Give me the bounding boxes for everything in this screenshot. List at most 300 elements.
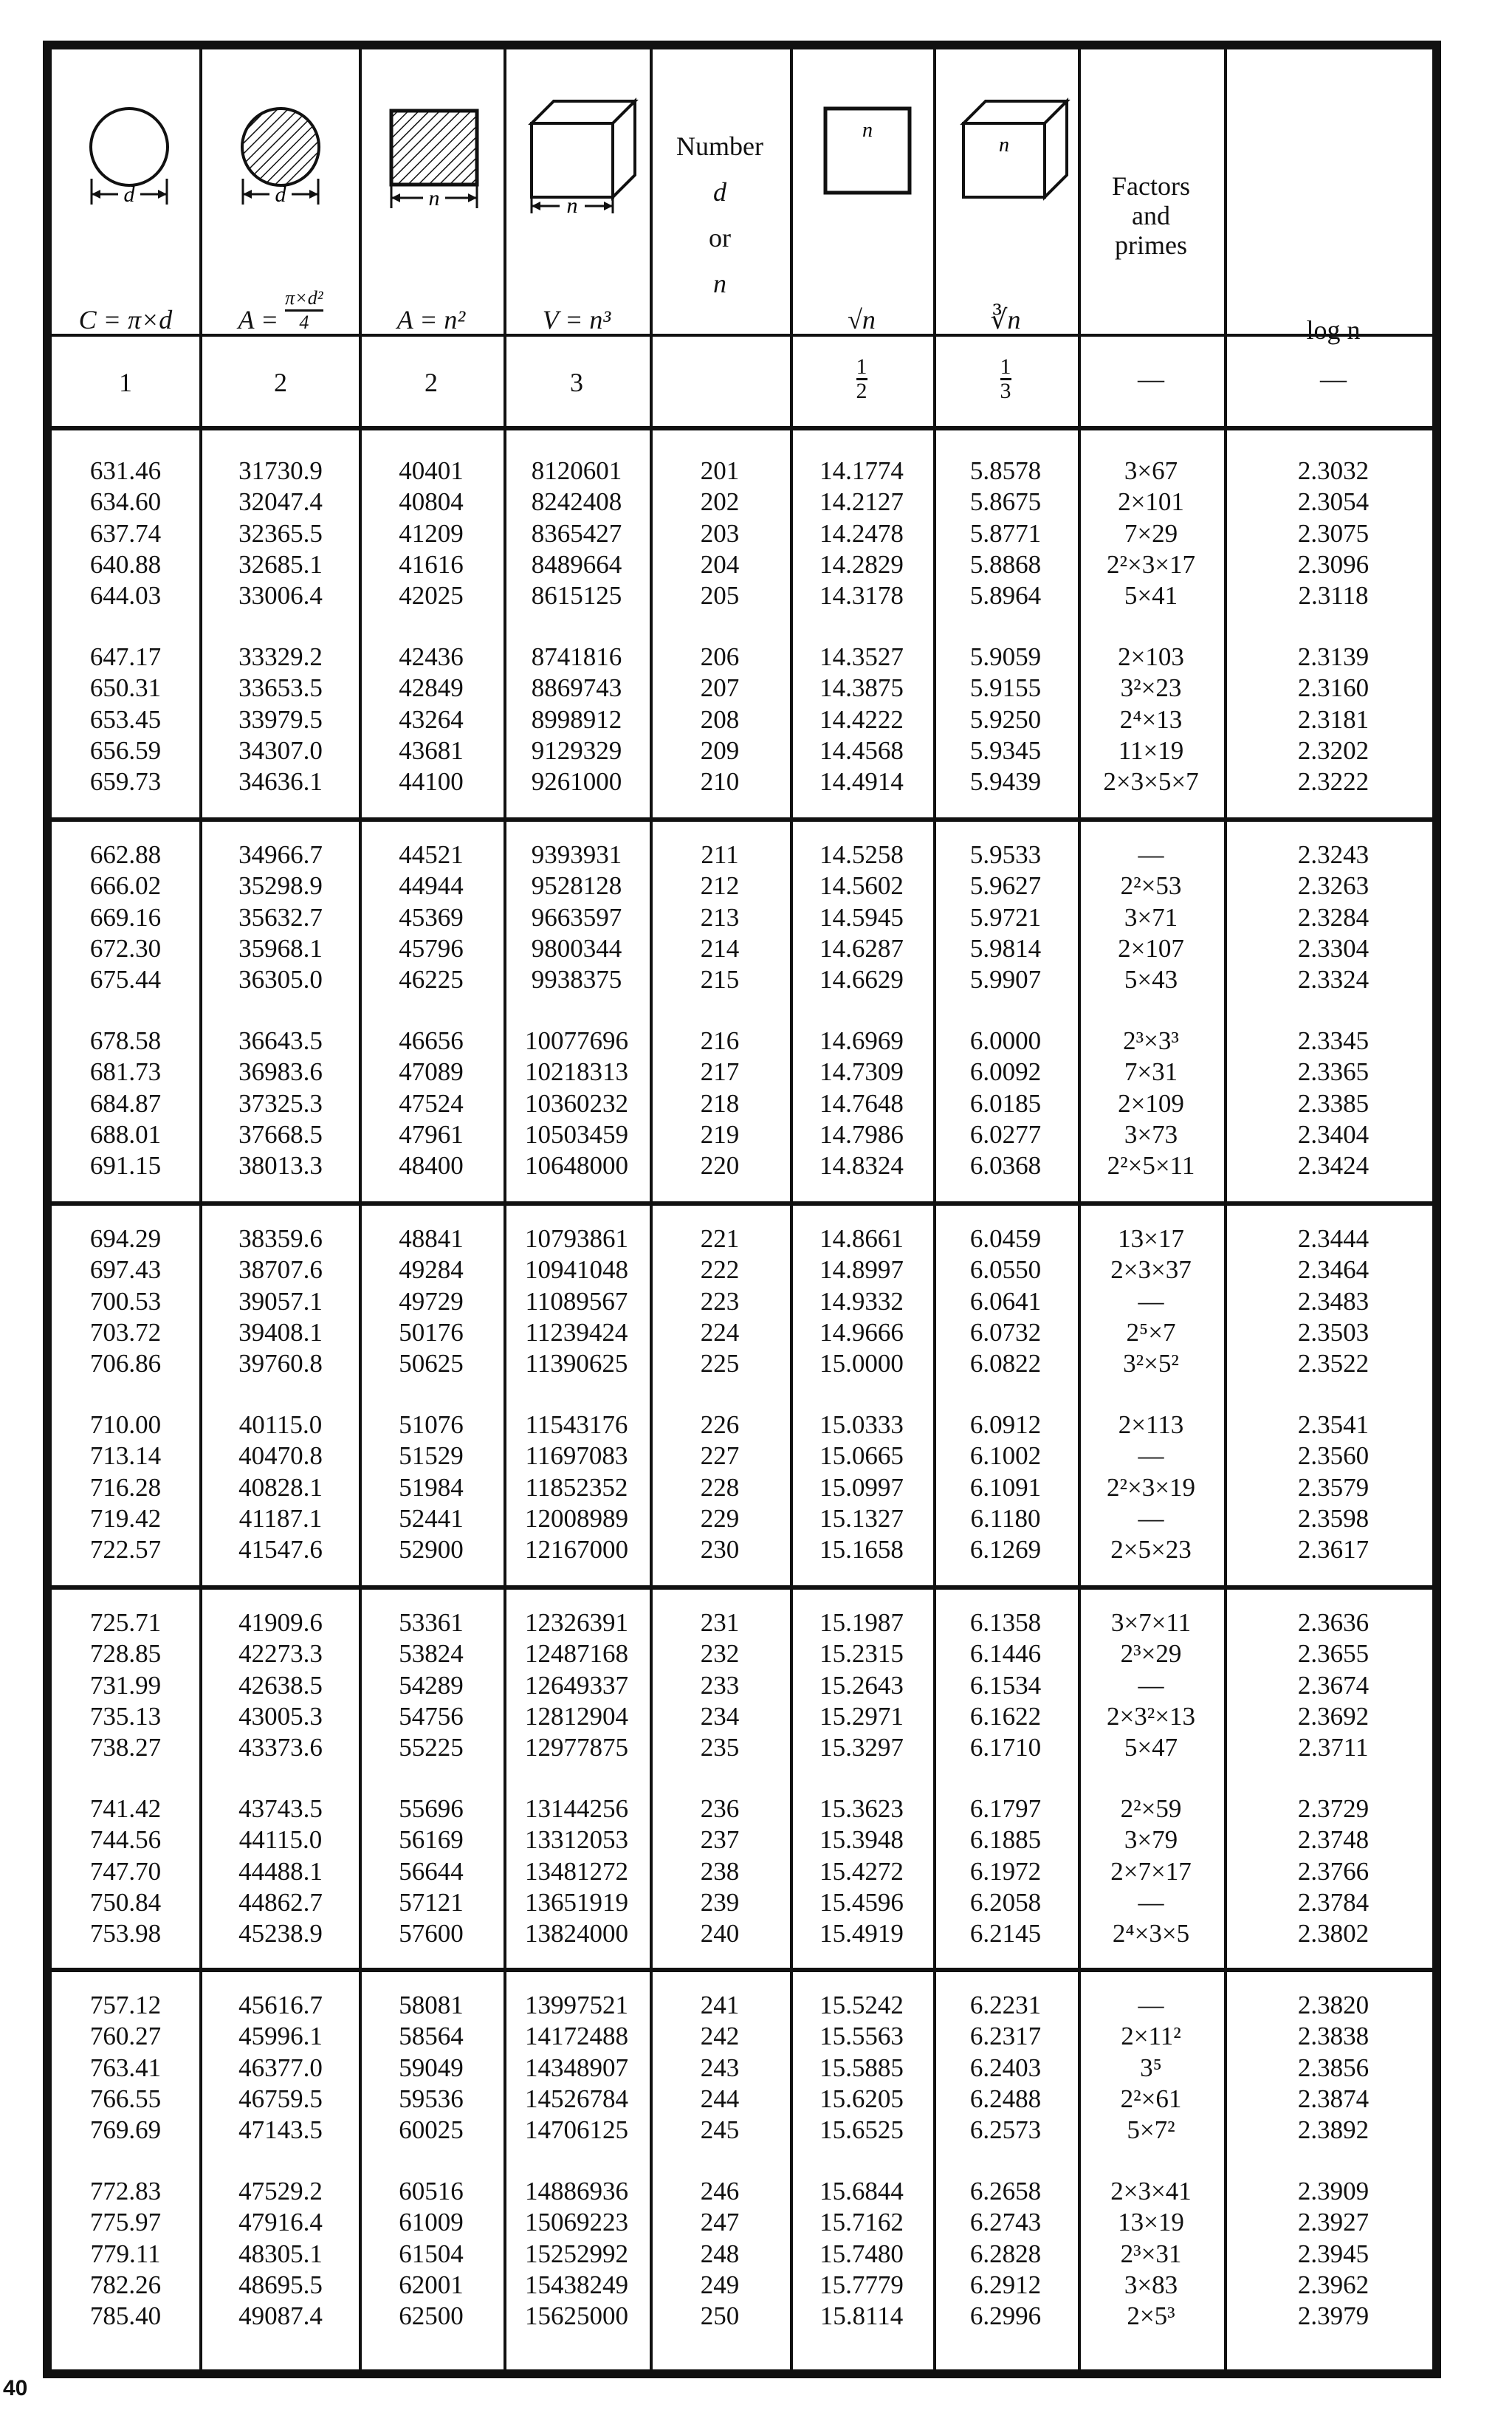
table-cell: 2×103	[1118, 642, 1184, 671]
table-cell: 57600	[399, 1919, 464, 1949]
table-cell: 6.2912	[969, 2270, 1042, 2299]
table-cell: 49087.4	[238, 2301, 323, 2331]
exponent-4: 3	[570, 368, 583, 397]
table-cell: 9261000	[531, 767, 622, 797]
table-cell: 40401	[399, 456, 464, 485]
table-cell: 2.3748	[1297, 1825, 1370, 1855]
table-cell: 2²×53	[1120, 871, 1182, 901]
table-cell: 14.5945	[819, 902, 904, 932]
header-cube-root: ∛n	[990, 305, 1021, 334]
table-cell: 15.2971	[819, 1701, 904, 1731]
table-cell: 14.3527	[819, 642, 904, 671]
table-cell: 229	[700, 1503, 740, 1533]
table-cell: 60025	[399, 2115, 464, 2145]
table-cell: 49284	[399, 1255, 464, 1285]
table-cell: 656.59	[89, 735, 162, 765]
table-cell: 42025	[399, 581, 464, 611]
page-number: 40	[3, 2376, 28, 2400]
cube-icon	[524, 94, 642, 216]
table-cell: 2.3838	[1297, 2022, 1370, 2051]
table-cell: 14.8324	[819, 1151, 904, 1181]
table-cell: 750.84	[89, 1887, 162, 1917]
table-cell: 2⁴×3×5	[1112, 1919, 1190, 1949]
table-cell: 2.3579	[1297, 1472, 1370, 1502]
table-cell: 6.0550	[969, 1255, 1042, 1285]
table-cell: 6.2573	[969, 2115, 1042, 2145]
table-cell: 2×11²	[1121, 2022, 1181, 2051]
table-cell: 235	[700, 1733, 740, 1762]
table-cell: 2⁴×13	[1119, 704, 1183, 734]
table-cell: 39057.1	[238, 1286, 323, 1316]
table-cell: 44862.7	[238, 1887, 323, 1917]
table-cell: 227	[700, 1441, 740, 1471]
table-cell: 52900	[399, 1535, 464, 1565]
table-cell: 246	[700, 2177, 740, 2205]
header-square-root: √n	[848, 305, 876, 334]
table-cell: 14.3178	[819, 581, 904, 611]
table-cell: 250	[700, 2301, 740, 2331]
table-cell: 223	[700, 1286, 740, 1316]
table-cell: 2×7×17	[1110, 1856, 1192, 1886]
table-cell: 14348907	[525, 2053, 628, 2082]
header-rule	[52, 426, 1432, 430]
table-cell: 236	[700, 1794, 740, 1823]
table-cell: 13824000	[525, 1919, 628, 1949]
header-log: log n	[1306, 315, 1361, 345]
table-cell: 60516	[399, 2177, 464, 2205]
table-cell: 222	[700, 1255, 740, 1285]
table-cell: 15.7162	[819, 2208, 904, 2237]
table-cell: 31730.9	[238, 456, 323, 485]
table-cell: 2³×3³	[1123, 1026, 1179, 1055]
table-cell: 41909.6	[238, 1608, 323, 1637]
table-cell: 650.31	[89, 673, 162, 703]
table-cell: 2.3729	[1297, 1794, 1370, 1823]
block-rule	[52, 1585, 1432, 1590]
table-cell: 14886936	[525, 2177, 628, 2205]
header-volume-cube: V = n³	[542, 305, 611, 334]
table-cell: 35968.1	[238, 933, 323, 963]
table-cell: 763.41	[89, 2053, 162, 2082]
table-cell: 242	[700, 2022, 740, 2051]
table-cell: 13×17	[1118, 1224, 1184, 1253]
table-cell: 2.3766	[1297, 1856, 1370, 1886]
table-cell: 6.0459	[969, 1224, 1042, 1253]
table-cell: 631.46	[89, 456, 162, 485]
table-cell: 56644	[399, 1856, 464, 1886]
table-cell: 9800344	[531, 933, 622, 963]
table-cell: 5.8771	[969, 518, 1042, 548]
table-cell: 8998912	[531, 704, 622, 734]
table-cell: 241	[700, 1991, 740, 2019]
table-cell: 6.2058	[969, 1887, 1042, 1917]
table-cell: 15.4596	[819, 1887, 904, 1917]
table-cell: 39760.8	[238, 1349, 323, 1379]
table-cell: 210	[700, 767, 740, 797]
table-cell: 725.71	[89, 1608, 162, 1637]
table-cell: 203	[700, 518, 740, 548]
table-cell: 2.3522	[1297, 1349, 1370, 1379]
table-cell: 3²×23	[1120, 673, 1182, 703]
table-cell: 14172488	[525, 2022, 628, 2051]
hatched-circle-icon	[233, 101, 329, 212]
table-cell: 49729	[399, 1286, 464, 1316]
table-cell: 57121	[399, 1887, 464, 1917]
table-cell: 8120601	[531, 456, 622, 485]
table-cell: 14.6969	[819, 1026, 904, 1055]
cube-icon	[956, 94, 1074, 205]
table-cell: 248	[700, 2239, 740, 2268]
table-cell: 15.6844	[819, 2177, 904, 2205]
table-cell: 47529.2	[238, 2177, 323, 2205]
table-cell: 48400	[399, 1151, 464, 1181]
table-cell: 13×19	[1118, 2208, 1184, 2237]
table-cell: 14.5258	[819, 840, 904, 869]
table-cell: 46656	[399, 1026, 464, 1055]
table-cell: 744.56	[89, 1825, 162, 1855]
table-cell: 15.1658	[819, 1535, 904, 1565]
table-cell: 2.3892	[1297, 2115, 1370, 2145]
table-cell: 662.88	[89, 840, 162, 869]
block-rule	[52, 1968, 1432, 1972]
table-cell: 10941048	[525, 1255, 628, 1285]
table-cell: 14.4222	[819, 704, 904, 734]
table-cell: 5.9907	[969, 965, 1042, 995]
table-cell: 5.9250	[969, 704, 1042, 734]
table-cell: 8615125	[531, 581, 622, 611]
table-cell: 15.5242	[819, 1991, 904, 2019]
table-cell: 12487168	[525, 1639, 628, 1669]
table-cell: 640.88	[89, 549, 162, 579]
table-cell: 6.0368	[969, 1151, 1042, 1181]
table-cell: 2×3×5×7	[1103, 767, 1199, 797]
table-cell: 15.3948	[819, 1825, 904, 1855]
table-cell: 775.97	[89, 2208, 162, 2237]
table-cell: 15.7779	[819, 2270, 904, 2299]
table-cell: 40828.1	[238, 1472, 323, 1502]
table-cell: 6.0000	[969, 1026, 1042, 1055]
table-cell: 219	[700, 1119, 740, 1149]
table-cell: 9528128	[531, 871, 622, 901]
table-cell: 11697083	[525, 1441, 628, 1471]
table-cell: 11543176	[525, 1410, 628, 1439]
table-cell: 45369	[399, 902, 464, 932]
table-cell: 14.9332	[819, 1286, 904, 1316]
table-cell: 32365.5	[238, 518, 323, 548]
table-cell: 697.43	[89, 1255, 162, 1285]
table-cell: 2.3118	[1298, 581, 1369, 611]
table-cell: 2.3324	[1297, 965, 1370, 995]
table-cell: 2.3139	[1297, 642, 1370, 671]
table-cell: 215	[700, 965, 740, 995]
table-cell: 2.3927	[1297, 2208, 1370, 2237]
circle-icon	[81, 101, 177, 212]
table-cell: 14.4914	[819, 767, 904, 797]
table-cell: 669.16	[89, 902, 162, 932]
table-cell: 6.1269	[969, 1535, 1042, 1565]
table-cell: 13481272	[525, 1856, 628, 1886]
table-cell: 6.0641	[969, 1286, 1042, 1316]
table-cell: 10360232	[525, 1088, 628, 1118]
table-cell: 11×19	[1118, 735, 1184, 765]
table-cell: 41547.6	[238, 1535, 323, 1565]
table-cell: 15.2315	[819, 1639, 904, 1669]
table-cell: 218	[700, 1088, 740, 1118]
table-cell: 637.74	[89, 518, 162, 548]
table-cell: 6.2996	[969, 2301, 1042, 2331]
table-cell: 647.17	[89, 642, 162, 671]
table-cell: 41209	[399, 518, 464, 548]
table-cell: 202	[700, 487, 740, 517]
table-cell: —	[1138, 1441, 1164, 1471]
table-cell: 2×3×41	[1110, 2177, 1192, 2205]
table-cell: 46759.5	[238, 2084, 323, 2113]
table-cell: 672.30	[89, 933, 162, 963]
table-cell: 51076	[399, 1410, 464, 1439]
table-cell: 55225	[399, 1733, 464, 1762]
table-cell: 43373.6	[238, 1733, 323, 1762]
table-cell: 6.2317	[969, 2022, 1042, 2051]
table-cell: 15.2643	[819, 1670, 904, 1700]
table-cell: 247	[700, 2208, 740, 2237]
table-cell: 7×29	[1124, 518, 1178, 548]
table-cell: 224	[700, 1317, 740, 1347]
table-cell: 201	[700, 456, 740, 485]
table-cell: 6.1534	[969, 1670, 1042, 1700]
table-cell: 39408.1	[238, 1317, 323, 1347]
exponent-3: 2	[425, 368, 438, 397]
table-cell: 15.0333	[819, 1410, 904, 1439]
table-cell: 38013.3	[238, 1151, 323, 1181]
table-cell: 14.4568	[819, 735, 904, 765]
table-cell: 2.3617	[1297, 1535, 1370, 1565]
table-cell: 228	[700, 1472, 740, 1502]
table-cell: 703.72	[89, 1317, 162, 1347]
table-cell: 6.2828	[969, 2239, 1042, 2268]
table-cell: 9663597	[531, 902, 622, 932]
table-cell: 2.3674	[1297, 1670, 1370, 1700]
header-number: Number d or n	[676, 131, 763, 298]
exponent-2: 2	[274, 368, 287, 397]
table-cell: —	[1138, 1503, 1164, 1533]
table-cell: 772.83	[89, 2177, 162, 2205]
table-cell: 8489664	[531, 549, 622, 579]
table-cell: 47089	[399, 1057, 464, 1087]
table-cell: 14.2829	[819, 549, 904, 579]
table-cell: 716.28	[89, 1472, 162, 1502]
table-cell: 719.42	[89, 1503, 162, 1533]
table-cell: 43264	[399, 704, 464, 734]
table-cell: 213	[700, 902, 740, 932]
table-cell: 15.1327	[819, 1503, 904, 1533]
table-cell: 14.3875	[819, 673, 904, 703]
table-cell: 738.27	[89, 1733, 162, 1762]
table-cell: 15.7480	[819, 2239, 904, 2268]
table-cell: 634.60	[89, 487, 162, 517]
table-cell: 52441	[399, 1503, 464, 1533]
table-cell: 3×67	[1124, 456, 1178, 485]
table-cell: 61009	[399, 2208, 464, 2237]
table-cell: 14.2127	[819, 487, 904, 517]
table-cell: 238	[700, 1856, 740, 1886]
table-cell: 209	[700, 735, 740, 765]
table-cell: —	[1138, 1887, 1164, 1917]
table-cell: 6.2403	[969, 2053, 1042, 2082]
table-cell: 675.44	[89, 965, 162, 995]
table-cell: 2.3444	[1297, 1224, 1370, 1253]
table-cell: 769.69	[89, 2115, 162, 2145]
table-cell: 15.6525	[819, 2115, 904, 2145]
table-cell: 43005.3	[238, 1701, 323, 1731]
table-cell: 731.99	[89, 1670, 162, 1700]
table-cell: 2.3054	[1297, 487, 1370, 517]
exponent-6: $\frac{1}{2}$	[856, 354, 867, 403]
exponent-8: —	[1138, 364, 1164, 394]
table-cell: 43743.5	[238, 1794, 323, 1823]
table-cell: 2.3692	[1297, 1701, 1370, 1731]
table-cell: 38359.6	[238, 1224, 323, 1253]
table-cell: 15252992	[525, 2239, 628, 2268]
table-cell: 5.8868	[969, 549, 1042, 579]
table-cell: 32685.1	[238, 549, 323, 579]
table-cell: 14.8997	[819, 1255, 904, 1285]
table-cell: 2.3160	[1297, 673, 1370, 703]
svg-text:n: n	[862, 119, 873, 142]
table-cell: 231	[700, 1608, 740, 1637]
table-cell: 2×101	[1118, 487, 1184, 517]
table-cell: 2.3541	[1297, 1410, 1370, 1439]
table-cell: 8365427	[531, 518, 622, 548]
table-cell: 644.03	[89, 581, 162, 611]
table-cell: 54756	[399, 1701, 464, 1731]
table-cell: 6.0822	[969, 1349, 1042, 1379]
table-cell: 2.3075	[1297, 518, 1370, 548]
table-cell: 10793861	[525, 1224, 628, 1253]
table-cell: 2.3284	[1297, 902, 1370, 932]
table-cell: 15.1987	[819, 1608, 904, 1637]
table-cell: 14526784	[525, 2084, 628, 2113]
table-cell: 33006.4	[238, 581, 323, 611]
table-cell: 14706125	[525, 2115, 628, 2145]
svg-text:n: n	[566, 193, 578, 216]
table-cell: 10218313	[525, 1057, 628, 1087]
table-cell: 5.8964	[969, 581, 1042, 611]
table-cell: 684.87	[89, 1088, 162, 1118]
table-cell: 688.01	[89, 1119, 162, 1149]
table-cell: 2.3874	[1297, 2084, 1370, 2113]
table-cell: 14.1774	[819, 456, 904, 485]
table-cell: 5×47	[1124, 1733, 1178, 1762]
table-cell: 243	[700, 2053, 740, 2082]
table-cell: 6.0732	[969, 1317, 1042, 1347]
table-cell: 14.9666	[819, 1317, 904, 1347]
table-cell: 2.3404	[1297, 1119, 1370, 1149]
table-cell: 13651919	[525, 1887, 628, 1917]
table-cell: 5.9155	[969, 673, 1042, 703]
table-cell: 3×73	[1124, 1119, 1178, 1149]
table-cell: 6.0185	[969, 1088, 1042, 1118]
table-cell: 221	[700, 1224, 740, 1253]
table-cell: 40115.0	[238, 1410, 323, 1439]
table-cell: 14.6287	[819, 933, 904, 963]
table-cell: 6.2658	[969, 2177, 1042, 2205]
table-cell: 47524	[399, 1088, 464, 1118]
table-cell: 13312053	[525, 1825, 628, 1855]
table-cell: 206	[700, 642, 740, 671]
table-cell: 728.85	[89, 1639, 162, 1669]
table-cell: 2.3365	[1297, 1057, 1370, 1087]
table-cell: 15.8114	[819, 2301, 904, 2331]
table-cell: 747.70	[89, 1856, 162, 1886]
table-cell: 713.14	[89, 1441, 162, 1471]
table-cell: 2.3711	[1298, 1733, 1369, 1762]
table-cell: 5.9533	[969, 840, 1042, 869]
table-cell: 782.26	[89, 2270, 162, 2299]
table-cell: 6.0912	[969, 1410, 1042, 1439]
table-cell: 5.9814	[969, 933, 1042, 963]
table-cell: 2.3784	[1297, 1887, 1370, 1917]
table-cell: 34636.1	[238, 767, 323, 797]
table-cell: 2.3598	[1297, 1503, 1370, 1533]
table-cell: 14.2478	[819, 518, 904, 548]
table-cell: 214	[700, 933, 740, 963]
table-cell: 41616	[399, 549, 464, 579]
table-cell: 36305.0	[238, 965, 323, 995]
table-cell: 6.2743	[969, 2208, 1042, 2237]
table-cell: 2²×5×11	[1107, 1151, 1195, 1181]
table-cell: 8741816	[531, 642, 622, 671]
table-cell: 691.15	[89, 1151, 162, 1181]
table-cell: 700.53	[89, 1286, 162, 1316]
table-cell: 2.3945	[1297, 2239, 1370, 2268]
table-cell: 2.3202	[1297, 735, 1370, 765]
table-cell: 2.3424	[1297, 1151, 1370, 1181]
table-cell: 653.45	[89, 704, 162, 734]
table-cell: 53824	[399, 1639, 464, 1669]
table-cell: —	[1138, 1286, 1164, 1316]
table-cell: 2.3243	[1297, 840, 1370, 869]
table-cell: 2×107	[1118, 933, 1184, 963]
header-area-circle: A = $\frac{\text{π×d²}}{4}$	[238, 287, 323, 334]
table-cell: 14.6629	[819, 965, 904, 995]
table-cell: 766.55	[89, 2084, 162, 2113]
table-cell: 757.12	[89, 1991, 162, 2019]
table-cell: 741.42	[89, 1794, 162, 1823]
table-cell: 753.98	[89, 1919, 162, 1949]
table-cell: 46377.0	[238, 2053, 323, 2082]
table-cell: 14.7648	[819, 1088, 904, 1118]
table-cell: 41187.1	[238, 1503, 323, 1533]
table-cell: 2.3483	[1297, 1286, 1370, 1316]
hatched-square-icon	[382, 105, 486, 212]
table-cell: 59049	[399, 2053, 464, 2082]
square-icon	[819, 101, 915, 205]
svg-text:n: n	[428, 186, 440, 210]
table-cell: 14.5602	[819, 871, 904, 901]
table-cell: 48695.5	[238, 2270, 323, 2299]
table-cell: 51984	[399, 1472, 464, 1502]
header-factors: Factors and primes	[1112, 171, 1190, 260]
table-cell: 2.3181	[1297, 704, 1370, 734]
table-cell: —	[1138, 1991, 1164, 2019]
exponent-1: 1	[119, 368, 132, 397]
table-cell: 666.02	[89, 871, 162, 901]
table-cell: 5.8578	[969, 456, 1042, 485]
table-cell: 2.3820	[1297, 1991, 1370, 2019]
table-cell: 15.3297	[819, 1733, 904, 1762]
block-rule	[52, 817, 1432, 822]
exponent-7: $\frac{1}{3}$	[1000, 354, 1011, 403]
